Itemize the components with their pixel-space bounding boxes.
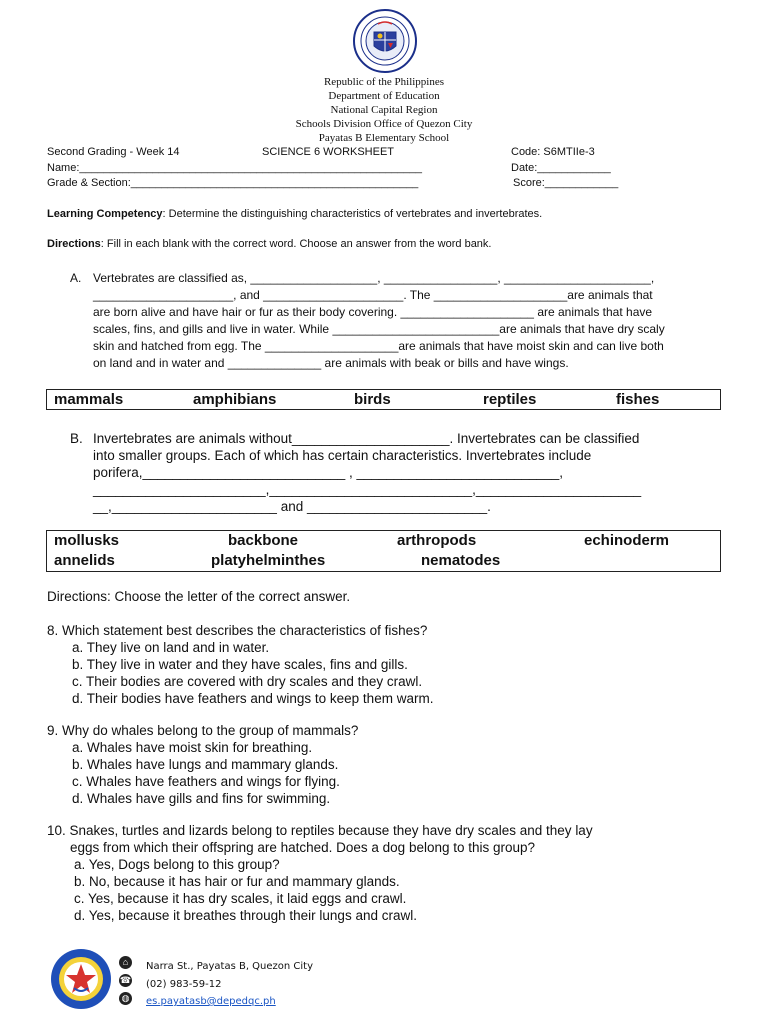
globe-icon: ◍: [119, 992, 132, 1005]
question-9-option-b[interactable]: b. Whales have lungs and mammary glands.: [72, 757, 339, 772]
grade-section-field[interactable]: Grade & Section:_______________________________________________: [47, 177, 419, 189]
grading-period: Second Grading - Week 14: [47, 146, 180, 158]
word-bank-item: reptiles: [483, 391, 537, 408]
word-bank-item: mammals: [54, 391, 124, 408]
section-b-line-4[interactable]: _______________________,___________________________,______________________: [93, 482, 642, 497]
header-line-division: Schools Division Office of Quezon City: [295, 118, 473, 130]
directions-label: Directions: [47, 238, 101, 250]
directions-fill-blank: [47, 238, 491, 250]
learning-competency: [47, 208, 542, 220]
word-bank-item: backbone: [228, 532, 299, 549]
school-email-link[interactable]: es.payatasb@depedqc.ph: [146, 996, 276, 1007]
word-bank-item: birds: [354, 391, 391, 408]
word-bank-item: mollusks: [54, 532, 120, 549]
section-a-line-3[interactable]: are born alive and have hair or fur as their body covering. ____________________ are animals that have: [93, 305, 653, 319]
question-8-option-d[interactable]: d. Their bodies have feathers and wings to keep them warm.: [72, 691, 434, 706]
question-9-option-c[interactable]: c. Whales have feathers and wings for flying.: [72, 774, 340, 789]
word-bank-item: arthropods: [397, 532, 477, 549]
question-9-stem: 9. Why do whales belong to the group of mammals?: [47, 723, 359, 738]
word-bank-item: annelids: [54, 552, 115, 569]
name-field[interactable]: Name:________________________________________________________: [47, 162, 422, 174]
score-field[interactable]: Score:____________: [513, 177, 619, 189]
question-8-stem: 8. Which statement best describes the characteristics of fishes?: [47, 623, 428, 638]
section-a-line-6[interactable]: on land and in water and ______________ are animals with beak or bills and have wings.: [93, 356, 569, 370]
header-line-deped: Department of Education: [328, 90, 440, 102]
word-bank-item: platyhelminthes: [211, 552, 326, 569]
word-bank-item: nematodes: [421, 552, 501, 569]
question-9-option-d[interactable]: d. Whales have gills and fins for swimming.: [72, 791, 331, 806]
date-field[interactable]: Date:____________: [511, 162, 611, 174]
learning-competency-label: Learning Competency: [47, 208, 163, 220]
word-bank-item: echinoderm: [584, 532, 670, 549]
section-a-line-1[interactable]: Vertebrates are classified as, ___________________, _________________, ______________________,: [93, 271, 655, 285]
section-b-letter: B.: [70, 431, 83, 446]
section-a-line-4[interactable]: scales, fins, and gills and live in water. While _________________________are animals that have dry scaly: [93, 322, 665, 336]
question-10-option-d[interactable]: d. Yes, because it breathes through their lungs and crawl.: [74, 908, 417, 923]
header-line-school: Payatas B Elementary School: [318, 132, 450, 144]
home-icon: ⌂: [119, 956, 132, 969]
question-10-stem-line-2: eggs from which their offspring are hatched. Does a dog belong to this group?: [70, 840, 536, 855]
question-8-option-c[interactable]: c. Their bodies are covered with dry scales and they crawl.: [72, 674, 423, 689]
directions-multiple-choice: Directions: Choose the letter of the correct answer.: [47, 589, 351, 604]
worksheet-code: Code: S6MTIIe-3: [511, 146, 595, 158]
phone-icon: ☎: [119, 975, 132, 985]
question-8-option-b[interactable]: b. They live in water and they have scales, fins and gills.: [72, 657, 408, 672]
school-address: Narra St., Payatas B, Quezon City: [146, 961, 314, 972]
section-b-line-1[interactable]: Invertebrates are animals without_____________________. Invertebrates can be classified: [93, 431, 640, 446]
section-a-line-2[interactable]: _____________________, and _____________________. The ____________________are animals that: [93, 288, 653, 302]
question-9-option-a[interactable]: a. Whales have moist skin for breathing.: [72, 740, 313, 755]
word-bank-item: amphibians: [193, 391, 277, 408]
section-a-letter: A.: [70, 271, 82, 285]
section-b-line-3[interactable]: porifera,___________________________ , ___________________________,: [93, 465, 563, 480]
worksheet-title: SCIENCE 6 WORKSHEET: [262, 146, 395, 158]
question-10-stem-line-1: 10. Snakes, turtles and lizards belong to reptiles because they have dry scales and they lay: [47, 823, 593, 838]
school-logo: [50, 948, 112, 1010]
question-10-option-c[interactable]: c. Yes, because it has dry scales, it laid eggs and crawl.: [74, 891, 407, 906]
question-8-option-a[interactable]: a. They live on land and in water.: [72, 640, 270, 655]
deped-seal-logo: [352, 8, 418, 74]
question-10-option-b[interactable]: b. No, because it has hair or fur and mammary glands.: [74, 874, 400, 889]
question-10-option-a[interactable]: a. Yes, Dogs belong to this group?: [74, 857, 280, 872]
section-b-line-5[interactable]: __,______________________ and ________________________.: [93, 499, 491, 514]
word-bank-item: fishes: [616, 391, 660, 408]
header-line-republic: Republic of the Philippines: [323, 76, 445, 88]
section-b-line-2[interactable]: into smaller groups. Each of which has certain characteristics. Invertebrates include: [93, 448, 592, 463]
word-bank-invertebrates: [46, 530, 721, 572]
section-a-line-5[interactable]: skin and hatched from egg. The ____________________are animals that have moist skin and can live both: [93, 339, 664, 353]
word-bank-vertebrates: [46, 389, 721, 410]
school-phone: (02) 983-59-12: [146, 979, 222, 990]
learning-competency-text: : Determine the distinguishing characteristics of vertebrates and invertebrates.: [162, 208, 543, 220]
directions-text: : Fill in each blank with the correct word. Choose an answer from the word bank.: [100, 238, 492, 250]
header-line-region: National Capital Region: [330, 104, 438, 116]
